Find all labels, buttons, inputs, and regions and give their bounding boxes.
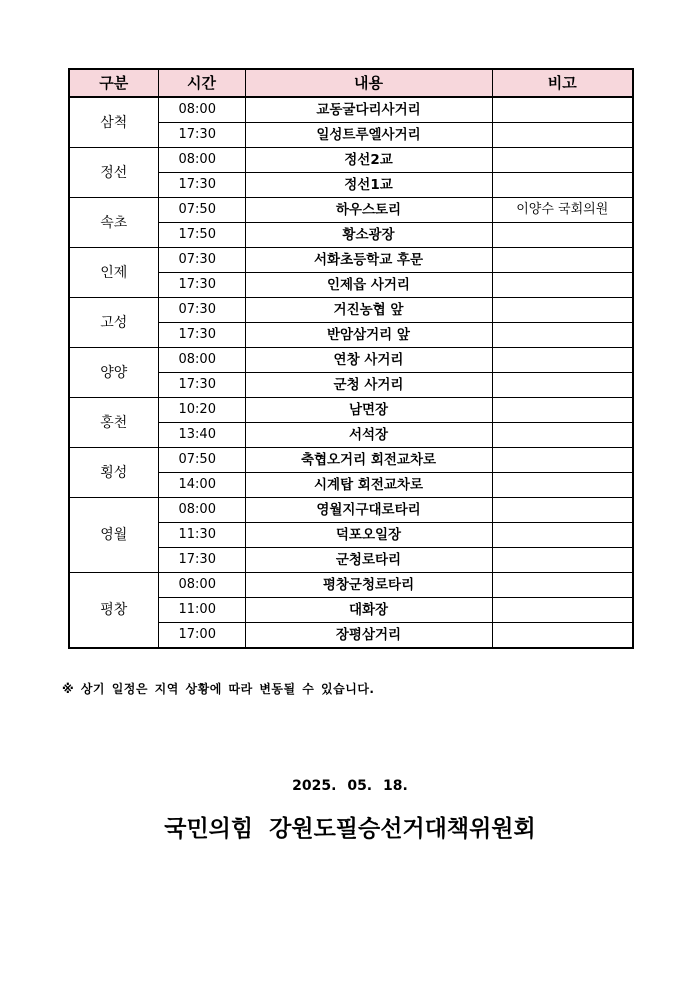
header-time: 시간 — [158, 69, 245, 97]
region-cell: 고성 — [69, 298, 158, 348]
note-cell — [492, 273, 633, 298]
note-cell — [492, 223, 633, 248]
note-cell — [492, 398, 633, 423]
schedule-table — [68, 68, 634, 649]
footnote: ※ 상기 일정은 지역 상황에 따라 변동될 수 있습니다. — [62, 682, 375, 696]
table-row — [69, 148, 633, 173]
place-cell: 시계탑 회전교차로 — [245, 473, 492, 498]
place-cell: 황소광장 — [245, 223, 492, 248]
time-cell: 17:30 — [158, 373, 245, 398]
note-cell — [492, 423, 633, 448]
time-cell: 14:00 — [158, 473, 245, 498]
document-date: 2025. 05. 18. — [292, 778, 408, 794]
time-cell: 11:30 — [158, 523, 245, 548]
table-row — [69, 198, 633, 223]
time-cell: 08:00 — [158, 97, 245, 123]
place-cell: 일성트루엘사거리 — [245, 123, 492, 148]
time-cell: 08:00 — [158, 498, 245, 523]
time-cell: 17:30 — [158, 123, 245, 148]
note-cell — [492, 123, 633, 148]
place-cell: 장평삼거리 — [245, 623, 492, 649]
time-cell: 08:00 — [158, 573, 245, 598]
time-cell: 07:50 — [158, 198, 245, 223]
note-cell — [492, 173, 633, 198]
time-cell: 08:00 — [158, 148, 245, 173]
place-cell: 연창 사거리 — [245, 348, 492, 373]
table-row — [69, 248, 633, 273]
note-cell — [492, 97, 633, 123]
time-cell: 10:20 — [158, 398, 245, 423]
time-cell: 08:00 — [158, 348, 245, 373]
table-row — [69, 398, 633, 423]
time-cell: 13:40 — [158, 423, 245, 448]
region-cell: 횡성 — [69, 448, 158, 498]
header-region: 구분 — [69, 69, 158, 97]
note-cell — [492, 298, 633, 323]
place-cell: 정선2교 — [245, 148, 492, 173]
note-cell — [492, 473, 633, 498]
header-row — [69, 69, 633, 97]
note-cell — [492, 348, 633, 373]
schedule-table-body — [69, 97, 633, 648]
table-row — [69, 573, 633, 598]
region-cell: 양양 — [69, 348, 158, 398]
time-cell: 17:30 — [158, 273, 245, 298]
note-cell: 이양수 국회의원 — [492, 198, 633, 223]
place-cell: 거진농협 앞 — [245, 298, 492, 323]
region-cell: 속초 — [69, 198, 158, 248]
time-cell: 17:30 — [158, 548, 245, 573]
time-cell: 11:00 — [158, 598, 245, 623]
time-cell: 17:00 — [158, 623, 245, 649]
schedule-table-header — [69, 69, 633, 97]
header-note: 비고 — [492, 69, 633, 97]
place-cell: 축협오거리 회전교차로 — [245, 448, 492, 473]
place-cell: 인제읍 사거리 — [245, 273, 492, 298]
table-row — [69, 448, 633, 473]
header-place: 내용 — [245, 69, 492, 97]
place-cell: 군청로타리 — [245, 548, 492, 573]
note-cell — [492, 148, 633, 173]
region-cell: 인제 — [69, 248, 158, 298]
place-cell: 덕포오일장 — [245, 523, 492, 548]
note-cell — [492, 373, 633, 398]
region-cell: 영월 — [69, 498, 158, 573]
place-cell: 대화장 — [245, 598, 492, 623]
time-cell: 17:30 — [158, 323, 245, 348]
time-cell: 17:30 — [158, 173, 245, 198]
place-cell: 남면장 — [245, 398, 492, 423]
region-cell: 정선 — [69, 148, 158, 198]
note-cell — [492, 523, 633, 548]
region-cell: 삼척 — [69, 97, 158, 148]
time-cell: 07:30 — [158, 298, 245, 323]
place-cell: 영월지구대로타리 — [245, 498, 492, 523]
time-cell: 07:30 — [158, 248, 245, 273]
table-row — [69, 348, 633, 373]
place-cell: 서석장 — [245, 423, 492, 448]
note-cell — [492, 448, 633, 473]
note-cell — [492, 498, 633, 523]
place-cell: 하우스토리 — [245, 198, 492, 223]
table-row — [69, 498, 633, 523]
time-cell: 17:50 — [158, 223, 245, 248]
note-cell — [492, 248, 633, 273]
organization-name: 국민의힘 강원도필승선거대책위원회 — [164, 816, 536, 842]
note-cell — [492, 623, 633, 649]
place-cell: 군청 사거리 — [245, 373, 492, 398]
place-cell: 반암삼거리 앞 — [245, 323, 492, 348]
note-cell — [492, 323, 633, 348]
note-cell — [492, 573, 633, 598]
place-cell: 정선1교 — [245, 173, 492, 198]
region-cell: 홍천 — [69, 398, 158, 448]
time-cell: 07:50 — [158, 448, 245, 473]
table-row — [69, 298, 633, 323]
table-row — [69, 97, 633, 123]
note-cell — [492, 548, 633, 573]
place-cell: 서화초등학교 후문 — [245, 248, 492, 273]
note-cell — [492, 598, 633, 623]
region-cell: 평창 — [69, 573, 158, 649]
place-cell: 평창군청로타리 — [245, 573, 492, 598]
place-cell: 교동굴다리사거리 — [245, 97, 492, 123]
